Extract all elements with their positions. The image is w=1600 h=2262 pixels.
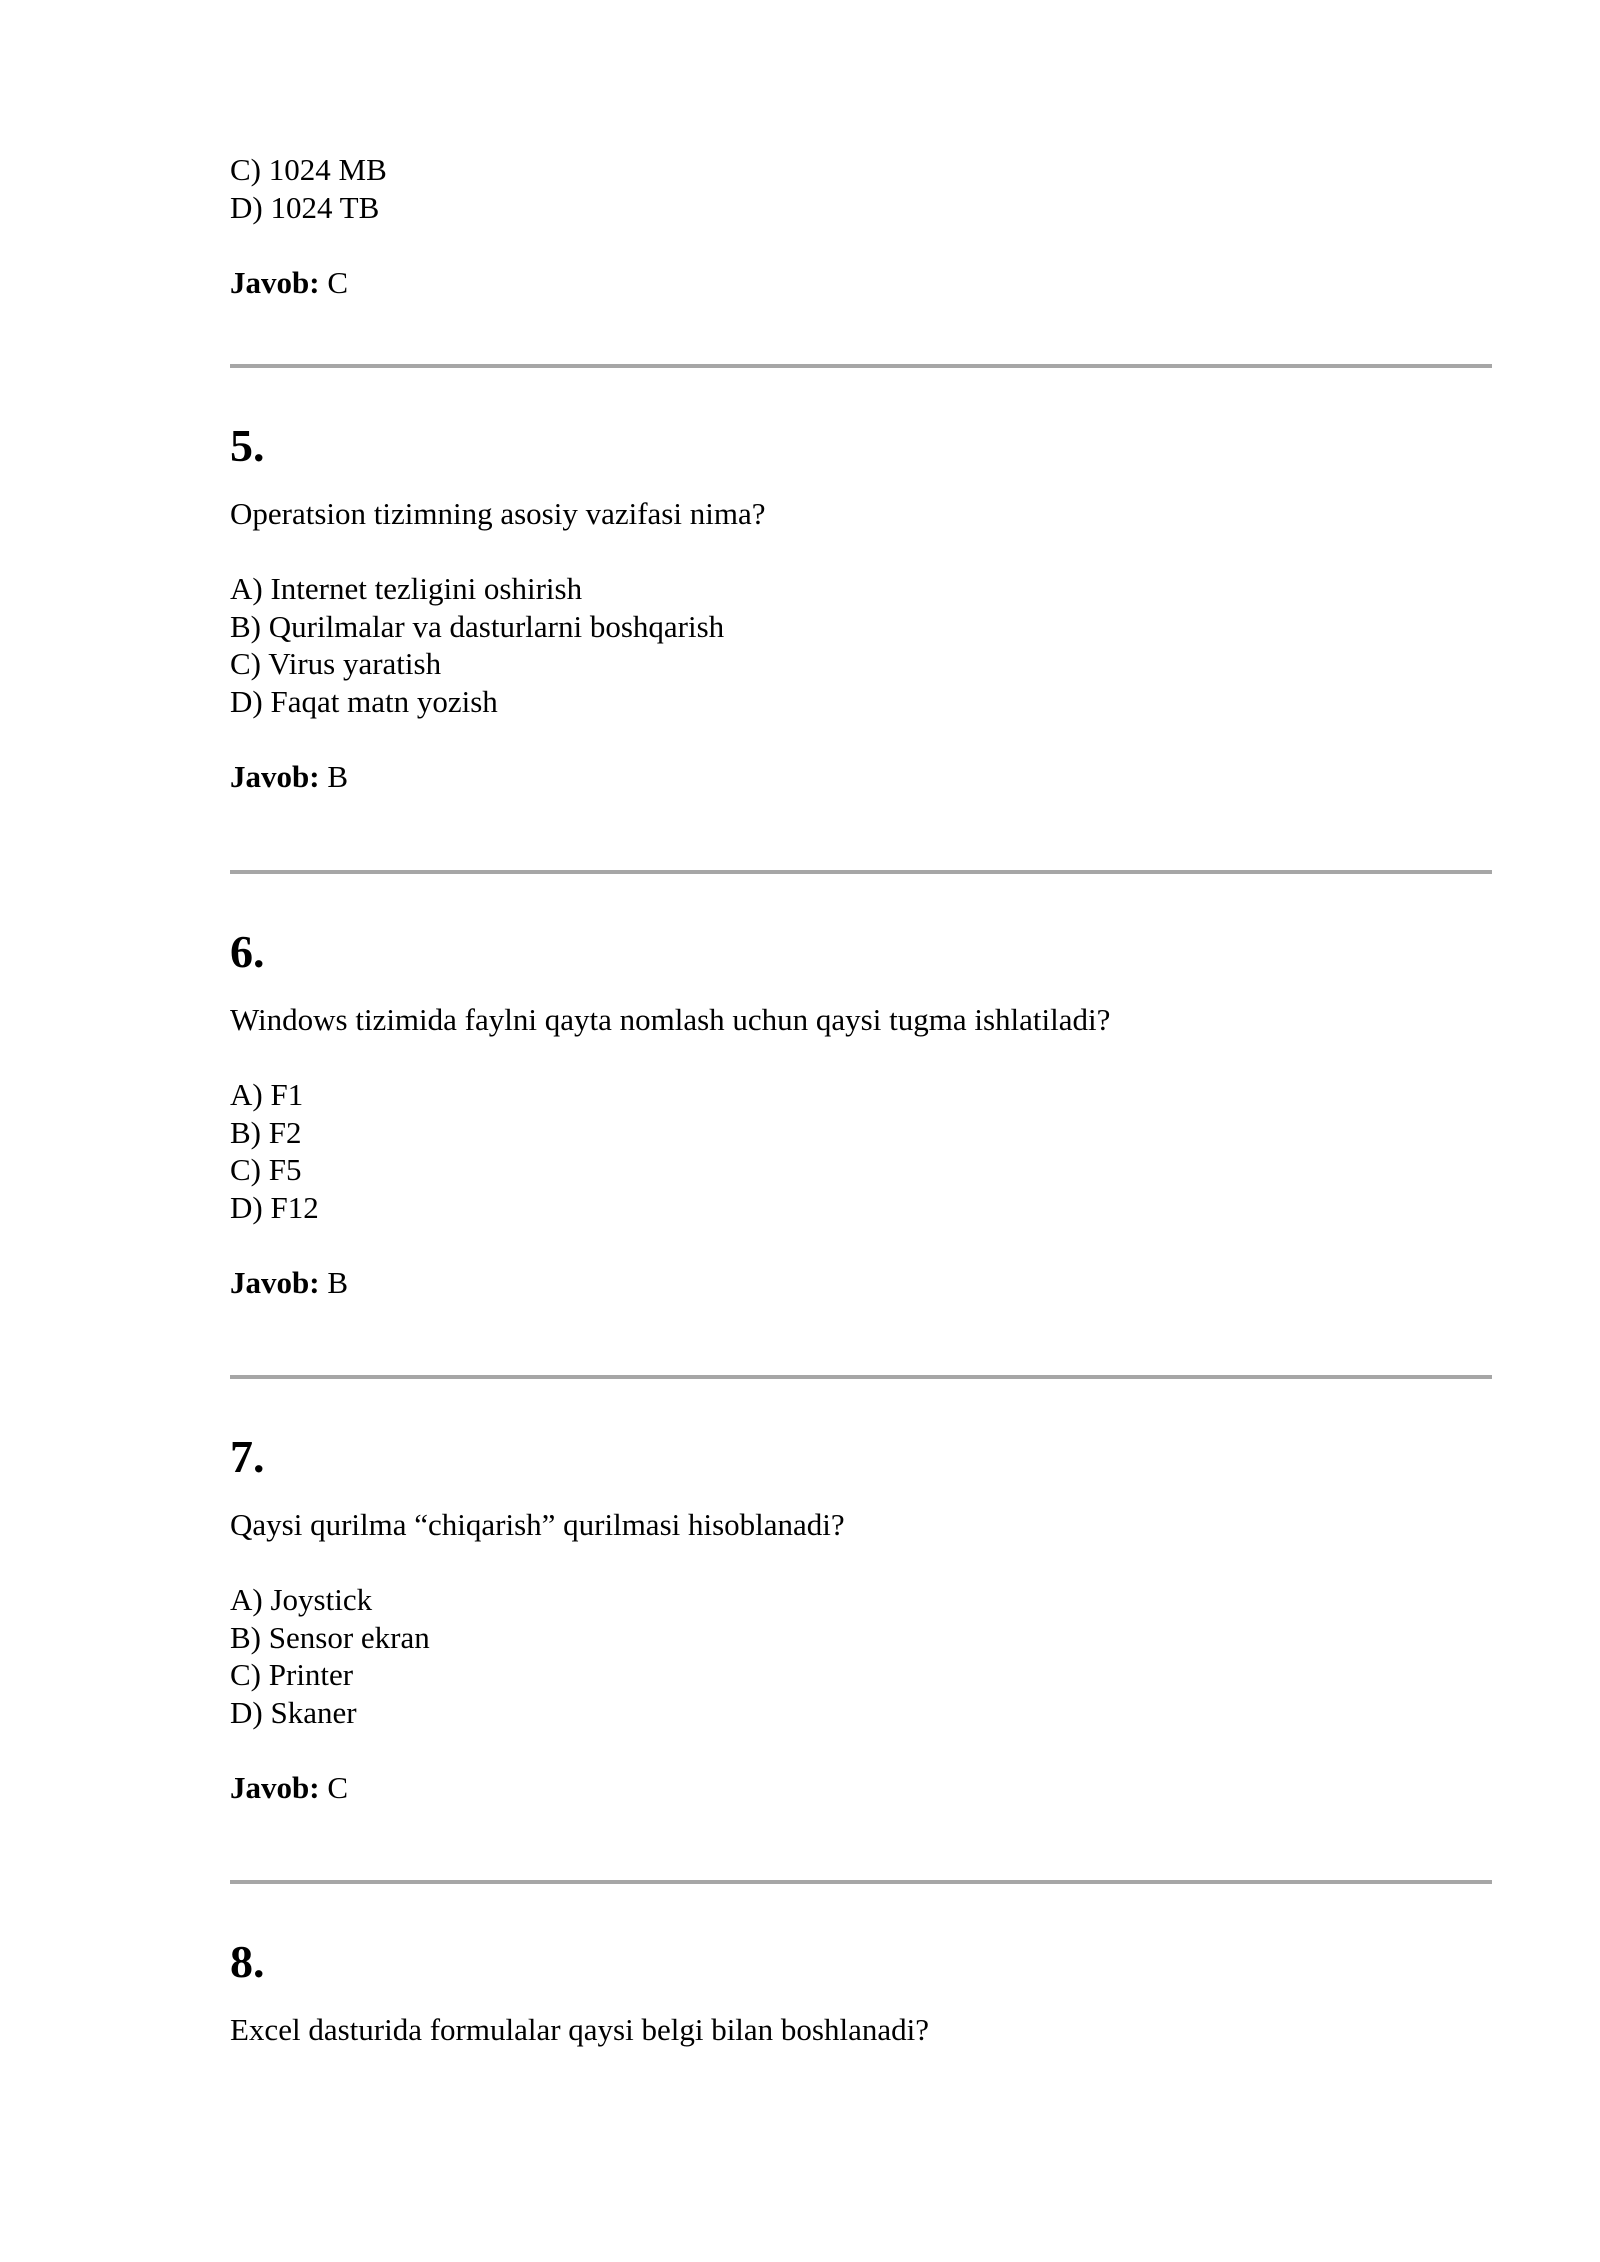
answer-line xyxy=(230,264,1490,302)
option-c: C) 1024 MB xyxy=(230,152,387,187)
divider xyxy=(230,364,1492,368)
question-number: 6. xyxy=(230,926,265,977)
answer-label: Javob: xyxy=(230,1264,320,1300)
question-block-5 xyxy=(230,418,1490,795)
question-text: Operatsion tizimning asosiy vazifasi nima? xyxy=(230,496,766,531)
option-b: B) F2 xyxy=(230,1114,302,1150)
option-b: B) Sensor ekran xyxy=(230,1619,430,1655)
option-a: A) F1 xyxy=(230,1077,304,1112)
question-block-6 xyxy=(230,924,1490,1301)
option-c: C) Printer xyxy=(230,1657,354,1692)
answer-value: B xyxy=(319,758,349,794)
answer-line xyxy=(230,1264,1490,1302)
previous-question-tail xyxy=(230,151,1490,301)
answer-value: C xyxy=(319,264,349,300)
option-d: D) F12 xyxy=(230,1189,319,1225)
divider xyxy=(230,870,1492,874)
question-text: Excel dasturida formulalar qaysi belgi bilan boshlanadi? xyxy=(230,2012,929,2047)
answer-label: Javob: xyxy=(230,264,320,300)
divider xyxy=(230,1375,1492,1379)
option-a: A) Joystick xyxy=(230,1582,373,1617)
divider xyxy=(230,1880,1492,1884)
option-d: D) Faqat matn yozish xyxy=(230,683,498,719)
options-list xyxy=(230,1581,1490,1731)
option-a: A) Internet tezligini oshirish xyxy=(230,571,583,606)
answer-line xyxy=(230,758,1490,796)
question-block-7 xyxy=(230,1429,1490,1806)
question-text: Qaysi qurilma “chiqarish” qurilmasi hisoblanadi? xyxy=(230,1507,845,1542)
options-list xyxy=(230,570,1490,720)
answer-label: Javob: xyxy=(230,1769,320,1805)
answer-label: Javob: xyxy=(230,758,320,794)
question-block-8 xyxy=(230,1934,1490,2049)
option-c: C) Virus yaratish xyxy=(230,646,442,681)
question-number: 7. xyxy=(230,1431,265,1482)
answer-line xyxy=(230,1769,1490,1807)
question-text: Windows tizimida faylni qayta nomlash uchun qaysi tugma ishlatiladi? xyxy=(230,1002,1111,1037)
question-number: 5. xyxy=(230,420,265,471)
option-c: C) F5 xyxy=(230,1152,302,1187)
answer-value: C xyxy=(319,1769,349,1805)
question-number: 8. xyxy=(230,1936,265,1987)
option-b: B) Qurilmalar va dasturlarni boshqarish xyxy=(230,608,725,644)
option-d: D) 1024 TB xyxy=(230,189,380,225)
options-list xyxy=(230,1076,1490,1226)
option-d: D) Skaner xyxy=(230,1694,357,1730)
answer-value: B xyxy=(319,1264,349,1300)
